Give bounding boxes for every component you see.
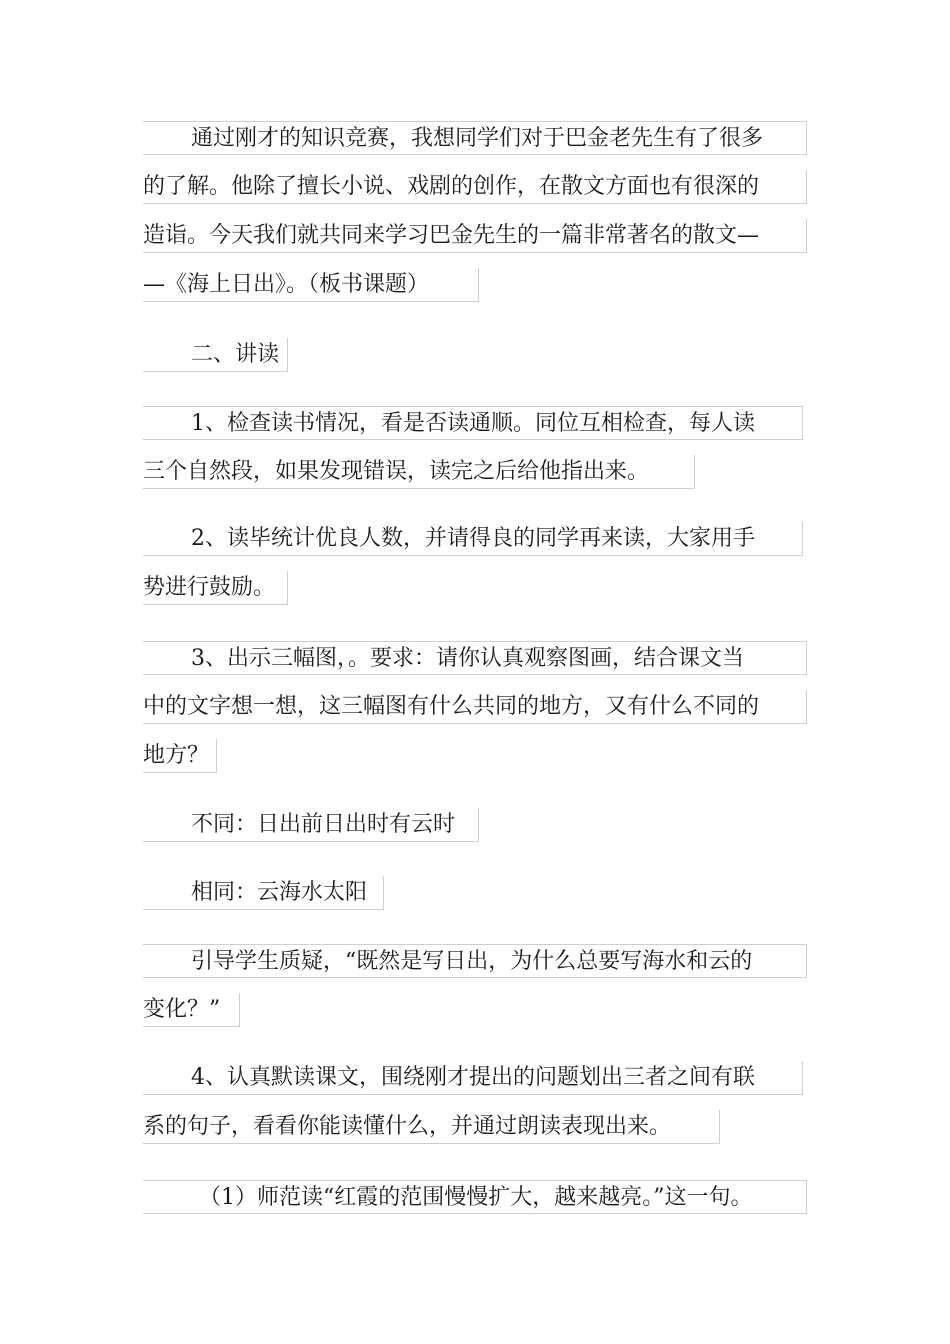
- paragraph-line: 系的句子，看看你能读懂什么，并通过朗读表现出来。: [143, 1110, 720, 1144]
- paragraph-line: 2、读毕统计优良人数，并请得良的同学再来读，大家用手: [143, 522, 803, 556]
- paragraph-line: 势进行鼓励。: [143, 571, 288, 605]
- paragraph-line: 的了解。他除了擅长小说、戏剧的创作，在散文方面也有很深的: [143, 170, 807, 204]
- paragraph-line: （1）师范读“红霞的范围慢慢扩大，越来越亮。”这一句。: [143, 1180, 807, 1214]
- paragraph-line: 中的文字想一想，这三幅图有什么共同的地方，又有什么不同的: [143, 690, 807, 724]
- paragraph-line: 1、检查读书情况，看是否读通顺。同位互相检查，每人读: [143, 406, 803, 440]
- paragraph-line: —《海上日出》。（板书课题）: [143, 268, 479, 302]
- paragraph-line: 相同：云海水太阳: [143, 876, 384, 910]
- paragraph-line: 通过刚才的知识竞赛，我想同学们对于巴金老先生有了很多: [143, 121, 807, 155]
- paragraph-line: 三个自然段，如果发现错误，读完之后给他指出来。: [143, 455, 695, 489]
- paragraph-line: 4、认真默读课文，围绕刚才提出的问题划出三者之间有联: [143, 1061, 803, 1095]
- paragraph-line: 引导学生质疑，“既然是写日出，为什么总要写海水和云的: [143, 944, 807, 978]
- paragraph-line: 造诣。今天我们就共同来学习巴金先生的一篇非常著名的散文—: [143, 219, 807, 253]
- paragraph-line: 变化？”: [143, 993, 240, 1027]
- paragraph-line: 3、出示三幅图，。要求：请你认真观察图画，结合课文当: [143, 641, 807, 675]
- paragraph-line: 不同：日出前日出时有云时: [143, 808, 479, 842]
- paragraph-line: 地方？: [143, 739, 217, 773]
- section-heading: 二、讲读: [143, 338, 288, 372]
